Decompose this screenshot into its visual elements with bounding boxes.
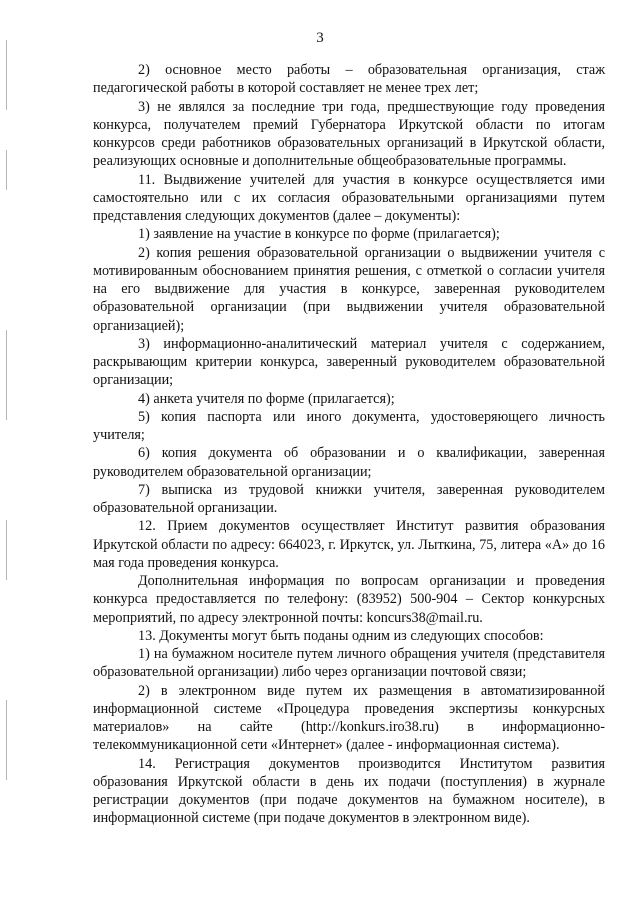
paragraph: 5) копия паспорта или иного документа, удостоверяющего личность учителя; bbox=[93, 408, 605, 443]
paragraph: 1) на бумажном носителе путем личного обращения учителя (представителя образовательной организации) либо через организации почтовой связи; bbox=[93, 646, 605, 681]
paragraph: 4) анкета учителя по форме (прилагается); bbox=[138, 390, 395, 407]
paragraph: 2) основное место работы – образовательная организация, стаж педагогической работы в которой составляет не менее трех лет; bbox=[93, 62, 605, 97]
paragraph: 7) выписка из трудовой книжки учителя, заверенная руководителем образовательной организации. bbox=[93, 481, 605, 516]
document-body bbox=[93, 61, 605, 828]
paragraph: 2) копия решения образовательной организации о выдвижении учителя с мотивированным обоснованием принятия решения, с отметкой о согласии учителя на его выдвижение для участия в конкурсе, заверенная руководителем образовательной организации (при выдвижении учителя образовательной организацией); bbox=[93, 244, 605, 334]
paragraph: 14. Регистрация документов производится Институтом развития образования Иркутской области в день их подачи (поступления) в журнале регистрации документов (при подаче документов на бумажном носителе), в информационной системе (при подаче документов в электронном виде). bbox=[93, 755, 605, 827]
scan-edge-marks bbox=[6, 0, 8, 905]
paragraph: 1) заявление на участие в конкурсе по форме (прилагается); bbox=[138, 226, 500, 243]
paragraph: 13. Документы могут быть поданы одним из следующих способов: bbox=[138, 627, 544, 644]
paragraph: 3) информационно-аналитический материал учителя с содержанием, раскрывающим критерии конкурса, заверенный руководителем образовательной организации; bbox=[93, 335, 605, 389]
paragraph: 11. Выдвижение учителей для участия в конкурсе осуществляется ими самостоятельно или с их согласия образовательными организациями путем представления следующих документов (далее – документы): bbox=[93, 171, 605, 224]
page-number: 3 bbox=[316, 30, 324, 46]
paragraph: 12. Прием документов осуществляет Институт развития образования Иркутской области по адресу: 664023, г. Иркутск, ул. Лыткина, 75, литера «А» до 16 мая года проведения конкурса. bbox=[93, 518, 605, 571]
paragraph: Дополнительная информация по вопросам организации и проведения конкурса предоставляется по телефону: (83952) 500-904 – Сектор конкурсных мероприятий, по адресу электронной почты: koncurs38@mail.ru. bbox=[93, 573, 605, 626]
paragraph: 3) не являлся за последние три года, предшествующие году проведения конкурса, получателем премий Губернатора Иркутской области по итогам конкурсов среди работников образовательных организаций в Иркутской области, реализующих основные и дополнительные общеобразовательные программы. bbox=[93, 98, 605, 170]
paragraph: 2) в электронном виде путем их размещения в автоматизированной информационной системе «Процедура проведения экспертизы конкурсных материалов» на сайте (http://konkurs.iro38.ru) в информационно-телекоммуникационной сети «Интернет» (далее - информационная система). bbox=[93, 682, 605, 754]
paragraph: 6) копия документа об образовании и о квалификации, заверенная руководителем образовательной организации; bbox=[93, 445, 605, 480]
